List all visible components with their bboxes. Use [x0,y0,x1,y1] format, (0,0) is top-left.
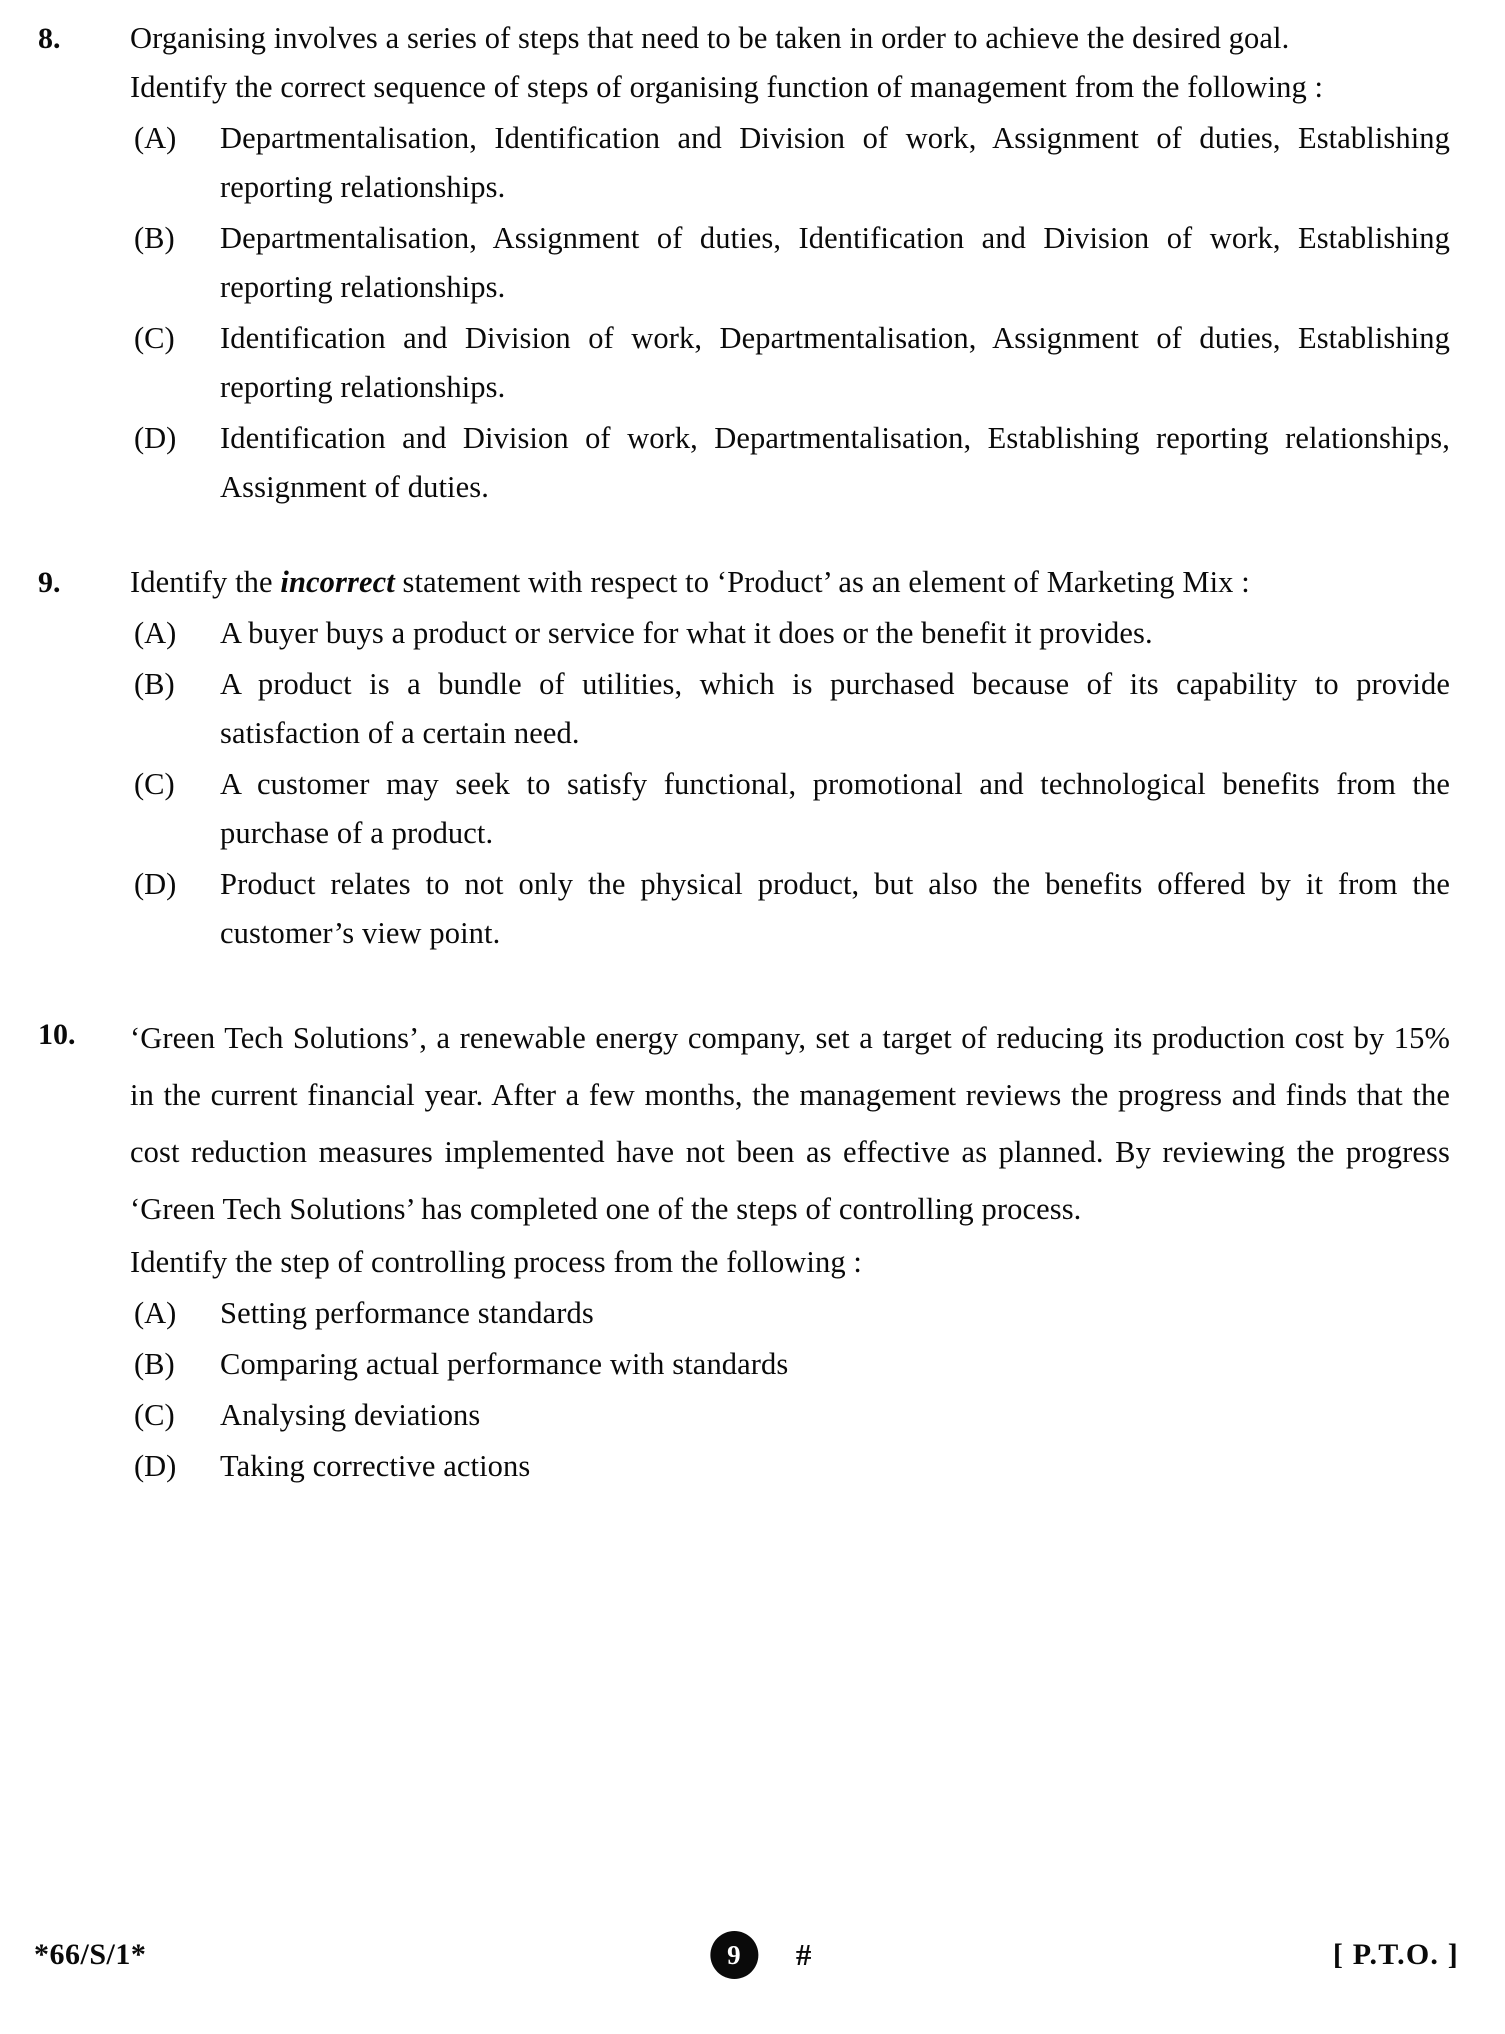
option-text: Identification and Division of work, Departmentalisation, Assignment of duties, Establishing reporting relationships. [220,321,1450,404]
option-row[interactable] [130,760,1450,858]
option-row[interactable] [130,1289,1450,1338]
question-9-body [130,558,1450,960]
option-label: (C) [134,767,175,801]
question-9-number: 9. [38,566,61,599]
option-row[interactable] [130,1340,1450,1389]
question-8-number: 8. [38,22,61,55]
question-9-stem-emphasis: incorrect [280,565,395,599]
option-text: Departmentalisation, Identification and Division of work, Assignment of duties, Establishing reporting relationships. [220,121,1450,204]
question-9-options [130,609,1450,958]
question-10 [34,1010,1450,1493]
page-footer [0,1928,1505,1982]
question-10-number: 10. [38,1018,76,1051]
option-label: (A) [134,121,177,155]
question-8-stem-part-1: Organising involves a series of steps that need to be taken in order to achieve the desired goal. [130,21,1290,55]
question-9-stem-before: Identify the [130,565,281,599]
question-8-body [130,14,1450,514]
option-label: (D) [134,1449,177,1483]
pto-label: [ P.T.O. ] [1332,1938,1459,1971]
option-row[interactable] [130,1391,1450,1440]
option-label: (D) [134,421,177,455]
paper-code: *66/S/1* [34,1938,147,1971]
hash-icon: # [795,1937,812,1972]
option-row[interactable] [130,860,1450,958]
option-row[interactable] [130,660,1450,758]
option-row[interactable] [130,314,1450,412]
option-label: (A) [134,616,177,650]
question-10-options [130,1289,1450,1491]
question-8 [34,14,1450,514]
option-text: Departmentalisation, Assignment of duties, Identification and Division of work, Establishing reporting relationships. [220,221,1450,304]
spacer [34,524,1450,558]
question-9-stem-after: statement with respect to ‘Product’ as an element of Marketing Mix : [394,565,1250,599]
question-10-stem-part-2: Identify the step of controlling process from the following : [130,1245,863,1279]
page-number-badge: 9 [710,1931,758,1979]
option-row[interactable] [130,214,1450,312]
option-text: A customer may seek to satisfy functional, promotional and technological benefits from the purchase of a product. [220,767,1450,850]
option-label: (C) [134,1398,175,1432]
question-8-options [130,114,1450,512]
question-9-stem [130,558,1450,607]
option-text: Comparing actual performance with standards [220,1347,789,1381]
option-text: Taking corrective actions [220,1449,531,1483]
option-label: (D) [134,867,177,901]
option-label: (B) [134,667,175,701]
question-10-body [130,1010,1450,1493]
option-text: A product is a bundle of utilities, which is purchased because of its capability to provide satisfaction of a certain need. [220,667,1450,750]
option-text: Setting performance standards [220,1296,594,1330]
option-text: Analysing deviations [220,1398,481,1432]
option-label: (C) [134,321,175,355]
option-row[interactable] [130,609,1450,658]
option-label: (A) [134,1296,177,1330]
option-text: Product relates to not only the physical product, but also the benefits offered by it from the customer’s view point. [220,867,1450,950]
option-text: Identification and Division of work, Departmentalisation, Establishing reporting relationships, Assignment of duties. [220,421,1450,504]
option-label: (B) [134,1347,175,1381]
option-row[interactable] [130,414,1450,512]
option-text: A buyer buys a product or service for what it does or the benefit it provides. [220,616,1153,650]
spacer [34,970,1450,1010]
question-8-stem-part-2: Identify the correct sequence of steps of organising function of management from the following : [130,70,1324,104]
option-label: (B) [134,221,175,255]
option-row[interactable] [130,114,1450,212]
question-10-stem-part-1: ‘Green Tech Solutions’, a renewable energy company, set a target of reducing its production cost by 15% in the current financial year. After a few months, the management reviews the progress and finds that the cost reduction measures implemented have not been as effective as planned. By reviewing the progress ‘Green Tech Solutions’ has completed one of the steps of controlling process. [130,1021,1450,1226]
option-row[interactable] [130,1442,1450,1491]
question-9 [34,558,1450,960]
footer-center-group [710,1931,812,1979]
